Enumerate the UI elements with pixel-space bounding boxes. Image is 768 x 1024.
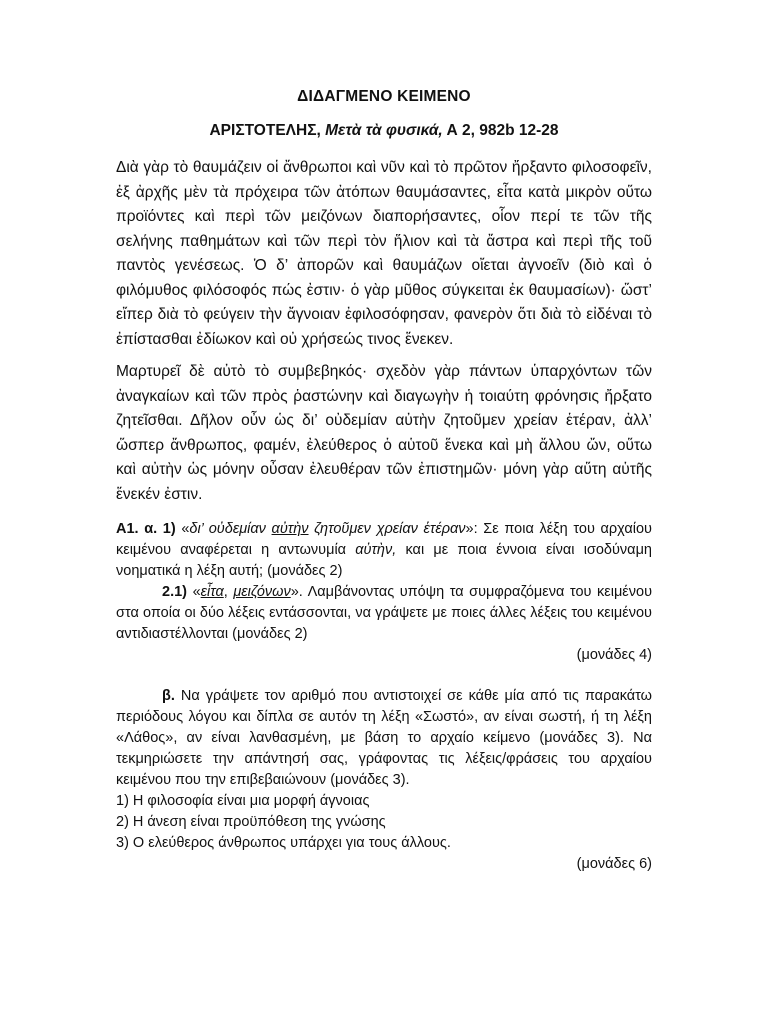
quoted-phrase-start: δι’ οὐδεμίαν: [189, 521, 272, 537]
work-title: Μετὰ τὰ φυσικά,: [325, 122, 443, 139]
question-2-1-text: Λαμβάνοντας υπόψη τα συμφραζόμενα του κειμένου στα οποία οι δύο λέξεις εντάσσονται, να γράψετε με ποιες άλλες λέξεις του κειμένου αντιδιαστέλλονται (μονάδες 2): [116, 584, 653, 642]
quote-open: «: [192, 584, 201, 600]
passage-reference: Α 2, 982b 12-28: [446, 122, 559, 139]
document-title: ΔΙΔΑΓΜΕΝΟ ΚΕΙΜΕΝΟ: [297, 88, 471, 105]
underlined-word-2: μειζόνων: [233, 584, 291, 600]
quote-close: »: [465, 521, 474, 537]
quote-close: ».: [290, 584, 303, 600]
question-a1-text: : Σε ποια λέξη του αρχαίου κειμένου αναφέρεται η αντωνυμία: [116, 521, 652, 558]
question-b-label: β.: [162, 688, 175, 704]
comma: ,: [223, 584, 234, 600]
ancient-text-paragraph-2: Μαρτυρεῖ δὲ αὐτὸ τὸ συμβεβηκός· σχεδὸν γὰρ πάντων ὑπαρχόντων τῶν ἀναγκαίων καὶ τῶν πρὸς ῥαστώνην καὶ διαγωγὴν ἡ τοιαύτη φρόνησις ἤρξατο ζητεῖσθαι. Δῆλον οὖν ὡς δι’ οὐδεμίαν αὐτὴν ζητοῦμεν χρείαν ἑτέραν, ἀλλ’ ὥσπερ ἄνθρωπος, φαμέν, ἐλεύθερος ὁ αὑτοῦ ἕνεκα καὶ μὴ ἄλλου ὤν, οὕτω καὶ αὐτὴν ὡς μόνην οὖσαν ἐλευθέραν τῶν ἐπιστημῶν· μόνη γὰρ αὕτη αὑτῆς ἕνεκέν ἐστιν.: [116, 363, 652, 503]
question-a1-label: Α1. α. 1): [116, 521, 176, 537]
ancient-text-paragraph-1: Διὰ γὰρ τὸ θαυμάζειν οἱ ἄνθρωποι καὶ νῦν καὶ τὸ πρῶτον ἤρξαντο φιλοσοφεῖν, ἐξ ἀρχῆς μὲν τὰ πρόχειρα τῶν ἀτόπων θαυμάσαντες, εἶτα κατὰ μικρὸν οὕτω προϊόντες καὶ περὶ τῶν μειζόνων διαπορήσαντες, οἷον περί τε τῶν τῆς σελήνης παθημάτων καὶ τῶν περὶ τὸν ἥλιον καὶ τὰ ἄστρα καὶ περὶ τῆς τοῦ παντὸς γενέσεως. Ὁ δ’ ἀπορῶν καὶ θαυμάζων οἴεται ἀγνοεῖν (διὸ καὶ ὁ φιλόμυθος φιλόσοφός πώς ἐστιν· ὁ γὰρ μῦθος σύγκειται ἐκ θαυμασίων)· ὥστ’ εἴπερ διὰ τὸ φεύγειν τὴν ἄγνοιαν ἐφιλοσόφησαν, φανερὸν ὅτι διὰ τὸ εἰδέναι τὸ ἐπίστασθαι ἐδίωκον καὶ οὐ χρήσεώς τινος ἕνεκεν.: [116, 159, 652, 348]
question-b: [116, 686, 652, 791]
points-a1: (μονάδες 4): [576, 647, 652, 663]
question-a1-text-end: και με ποια έννοια είναι ισοδύναμη νοηματικά η λέξη αυτή; (μονάδες 2): [116, 542, 652, 579]
quote-open: «: [181, 521, 190, 537]
question-b-text: Να γράψετε τον αριθμό που αντιστοιχεί σε κάθε μία από τις παρακάτω περιόδους λόγου και δίπλα σε αυτόν τη λέξη «Σωστό», αν είναι σωστή, ή τη λέξη «Λάθος», αν είναι λανθασμένη, με βάση το αρχαίο κείμενο (μονάδες 3). Να τεκμηριώσετε την απάντησή σας, γράφοντας τις λέξεις/φράσεις του αρχαίου κειμένου που την επιβεβαιώνουν (μονάδες 3).: [116, 688, 652, 788]
statement-1: 1) Η φιλοσοφία είναι μια μορφή άγνοιας: [116, 793, 370, 809]
spacer: [116, 666, 652, 686]
statement-3: 3) Ο ελεύθερος άνθρωπος υπάρχει για τους άλλους.: [116, 835, 451, 851]
statement-2: 2) Η άνεση είναι προϋπόθεση της γνώσης: [116, 814, 386, 830]
underlined-pronoun: αὐτὴν: [271, 521, 309, 537]
author-name: ΑΡΙΣΤΟΤΕΛΗΣ,: [209, 122, 321, 139]
underlined-word-1: εἶτα: [200, 584, 224, 600]
points-b: (μονάδες 6): [576, 856, 652, 872]
source-reference: [116, 122, 652, 140]
question-2-1-label: 2.1): [162, 584, 187, 600]
question-a1-2: [116, 582, 652, 645]
pronoun-word: αὐτὴν,: [355, 542, 397, 558]
question-a1-1: [116, 519, 652, 582]
quoted-phrase-end: ζητοῦμεν χρείαν ἑτέραν: [308, 521, 466, 537]
